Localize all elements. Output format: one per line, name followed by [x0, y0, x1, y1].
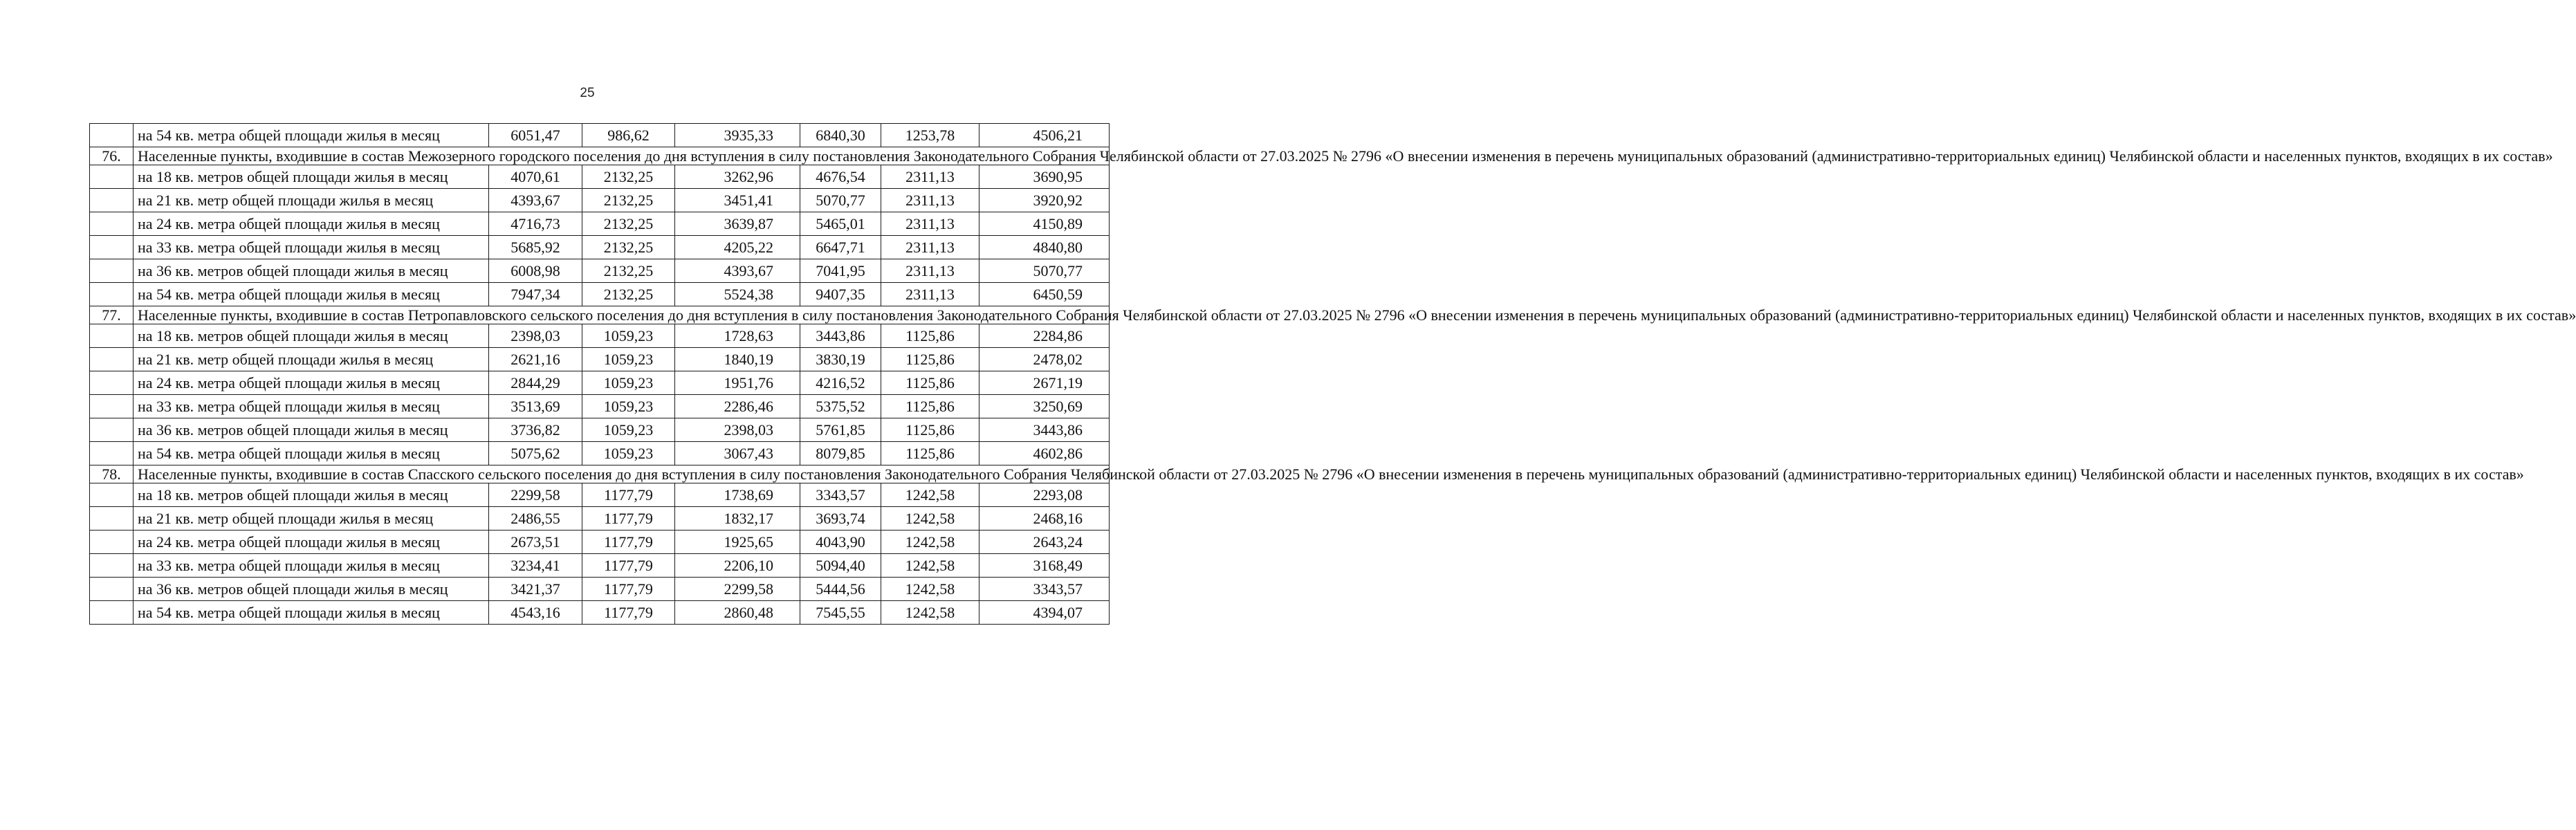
value-cell: 4393,67: [489, 189, 582, 212]
index-cell: [90, 483, 134, 507]
value-cell: 2132,25: [582, 236, 675, 259]
value-cell: 2844,29: [489, 371, 582, 395]
value-cell: 1059,23: [582, 348, 675, 371]
section-index: 77.: [90, 306, 134, 324]
value-cell: 6840,30: [800, 124, 881, 147]
value-cell: 2299,58: [675, 578, 800, 601]
value-cell: 3067,43: [675, 442, 800, 465]
index-cell: [90, 418, 134, 442]
value-cell: 6008,98: [489, 259, 582, 283]
index-cell: [90, 283, 134, 306]
section-header-row: [90, 306, 1110, 324]
value-cell: 1177,79: [582, 531, 675, 554]
value-cell: 2132,25: [582, 212, 675, 236]
value-cell: 3262,96: [675, 165, 800, 189]
value-cell: 2671,19: [979, 371, 1110, 395]
value-cell: 5070,77: [800, 189, 881, 212]
table-body: [90, 124, 2576, 625]
page-number: 25: [580, 86, 595, 100]
value-cell: 3443,86: [800, 324, 881, 348]
value-cell: 2311,13: [881, 212, 979, 236]
value-cell: 5075,62: [489, 442, 582, 465]
value-cell: 1059,23: [582, 371, 675, 395]
value-cell: 2468,16: [979, 507, 1110, 531]
value-cell: 2311,13: [881, 165, 979, 189]
value-cell: 2860,48: [675, 601, 800, 625]
value-cell: 1125,86: [881, 418, 979, 442]
index-cell: [90, 578, 134, 601]
row-label: на 21 кв. метр общей площади жилья в месяц: [134, 189, 489, 212]
row-label: на 36 кв. метров общей площади жилья в месяц: [134, 418, 489, 442]
value-cell: 4150,89: [979, 212, 1110, 236]
index-cell: [90, 507, 134, 531]
index-cell: [90, 236, 134, 259]
value-cell: 5375,52: [800, 395, 881, 418]
row-label: на 18 кв. метров общей площади жилья в месяц: [134, 165, 489, 189]
value-cell: 3234,41: [489, 554, 582, 578]
index-cell: [90, 212, 134, 236]
value-cell: 4393,67: [675, 259, 800, 283]
index-cell: [90, 189, 134, 212]
value-cell: 1242,58: [881, 531, 979, 554]
value-cell: 2478,02: [979, 348, 1110, 371]
value-cell: 1125,86: [881, 442, 979, 465]
value-cell: 4394,07: [979, 601, 1110, 625]
row-label: на 24 кв. метра общей площади жилья в месяц: [134, 531, 489, 554]
section-header-row: [90, 465, 1110, 483]
value-cell: 3690,95: [979, 165, 1110, 189]
index-cell: [90, 348, 134, 371]
table-row: [90, 531, 1110, 554]
value-cell: 4676,54: [800, 165, 881, 189]
row-label: на 54 кв. метра общей площади жилья в месяц: [134, 283, 489, 306]
value-cell: 1253,78: [881, 124, 979, 147]
row-label: на 33 кв. метра общей площади жилья в месяц: [134, 554, 489, 578]
value-cell: 1125,86: [881, 371, 979, 395]
value-cell: 1177,79: [582, 578, 675, 601]
index-cell: [90, 371, 134, 395]
value-cell: 2284,86: [979, 324, 1110, 348]
tariff-table: [89, 123, 2576, 625]
table-row: [90, 236, 1110, 259]
row-label: на 54 кв. метра общей площади жилья в месяц: [134, 442, 489, 465]
section-index: 76.: [90, 147, 134, 165]
value-cell: 1951,76: [675, 371, 800, 395]
value-cell: 1125,86: [881, 395, 979, 418]
value-cell: 1059,23: [582, 324, 675, 348]
table-row: [90, 554, 1110, 578]
value-cell: 4716,73: [489, 212, 582, 236]
index-cell: [90, 324, 134, 348]
value-cell: 5094,40: [800, 554, 881, 578]
row-label: на 54 кв. метра общей площади жилья в месяц: [134, 601, 489, 625]
value-cell: 3250,69: [979, 395, 1110, 418]
row-label: на 33 кв. метра общей площади жилья в месяц: [134, 395, 489, 418]
value-cell: 3421,37: [489, 578, 582, 601]
table-row: [90, 371, 1110, 395]
value-cell: 2398,03: [675, 418, 800, 442]
row-label: на 36 кв. метров общей площади жилья в месяц: [134, 259, 489, 283]
index-cell: [90, 395, 134, 418]
row-label: на 21 кв. метр общей площади жилья в месяц: [134, 507, 489, 531]
value-cell: 1242,58: [881, 578, 979, 601]
row-label: на 24 кв. метра общей площади жилья в месяц: [134, 371, 489, 395]
row-label: на 18 кв. метров общей площади жилья в месяц: [134, 324, 489, 348]
table-row: [90, 418, 1110, 442]
value-cell: 4602,86: [979, 442, 1110, 465]
value-cell: 2132,25: [582, 189, 675, 212]
value-cell: 1242,58: [881, 507, 979, 531]
value-cell: 4070,61: [489, 165, 582, 189]
value-cell: 2673,51: [489, 531, 582, 554]
section-title: Населенные пункты, входившие в состав Межозерного городского поселения до дня вступления в силу постановления Законодательного Собрания Челябинской области от 27.03.2025 № 2796 «О внесении изменения в перечень муниципальных образований (административно-территориальных единиц) Челябинской области и населенных пунктов, входящих в их состав»: [134, 147, 1110, 165]
value-cell: 3693,74: [800, 507, 881, 531]
value-cell: 1125,86: [881, 348, 979, 371]
row-label: на 54 кв. метра общей площади жилья в месяц: [134, 124, 489, 147]
value-cell: 7947,34: [489, 283, 582, 306]
value-cell: 4543,16: [489, 601, 582, 625]
value-cell: 9407,35: [800, 283, 881, 306]
row-label: на 24 кв. метра общей площади жилья в месяц: [134, 212, 489, 236]
value-cell: 1840,19: [675, 348, 800, 371]
table-row: [90, 165, 1110, 189]
table-row: [90, 578, 1110, 601]
row-label: на 33 кв. метра общей площади жилья в месяц: [134, 236, 489, 259]
value-cell: 4043,90: [800, 531, 881, 554]
section-index: 78.: [90, 465, 134, 483]
value-cell: 1242,58: [881, 554, 979, 578]
table-row: [90, 395, 1110, 418]
value-cell: 3639,87: [675, 212, 800, 236]
index-cell: [90, 601, 134, 625]
value-cell: 2286,46: [675, 395, 800, 418]
value-cell: 2299,58: [489, 483, 582, 507]
value-cell: 2132,25: [582, 259, 675, 283]
value-cell: 1177,79: [582, 507, 675, 531]
value-cell: 7545,55: [800, 601, 881, 625]
value-cell: 2311,13: [881, 259, 979, 283]
value-cell: 2398,03: [489, 324, 582, 348]
table-row: [90, 189, 1110, 212]
value-cell: 3451,41: [675, 189, 800, 212]
value-cell: 1728,63: [675, 324, 800, 348]
value-cell: 4216,52: [800, 371, 881, 395]
table-row: [90, 259, 1110, 283]
table-row: [90, 483, 1110, 507]
value-cell: 3168,49: [979, 554, 1110, 578]
value-cell: 4205,22: [675, 236, 800, 259]
value-cell: 986,62: [582, 124, 675, 147]
value-cell: 1177,79: [582, 483, 675, 507]
value-cell: 5070,77: [979, 259, 1110, 283]
value-cell: 3513,69: [489, 395, 582, 418]
value-cell: 2311,13: [881, 189, 979, 212]
row-label: на 21 кв. метр общей площади жилья в месяц: [134, 348, 489, 371]
value-cell: 1925,65: [675, 531, 800, 554]
value-cell: 4506,21: [979, 124, 1110, 147]
value-cell: 8079,85: [800, 442, 881, 465]
section-title: Населенные пункты, входившие в состав Спасского сельского поселения до дня вступления в силу постановления Законодательного Собрания Челябинской области от 27.03.2025 № 2796 «О внесении изменения в перечень муниципальных образований (административно-территориальных единиц) Челябинской области и населенных пунктов, входящих в их состав»: [134, 465, 1110, 483]
value-cell: 1242,58: [881, 483, 979, 507]
value-cell: 2132,25: [582, 165, 675, 189]
index-cell: [90, 165, 134, 189]
value-cell: 3343,57: [800, 483, 881, 507]
index-cell: [90, 531, 134, 554]
value-cell: 2206,10: [675, 554, 800, 578]
value-cell: 5465,01: [800, 212, 881, 236]
index-cell: [90, 124, 134, 147]
value-cell: 2311,13: [881, 236, 979, 259]
section-title: Населенные пункты, входившие в состав Петропавловского сельского поселения до дня вступления в силу постановления Законодательного Собрания Челябинской области от 27.03.2025 № 2796 «О внесении изменения в перечень муниципальных образований (административно-территориальных единиц) Челябинской области и населенных пунктов, входящих в их состав»: [134, 306, 1110, 324]
value-cell: 2643,24: [979, 531, 1110, 554]
table-row: [90, 601, 1110, 625]
value-cell: 4840,80: [979, 236, 1110, 259]
lead-row: [90, 124, 1110, 147]
value-cell: 3736,82: [489, 418, 582, 442]
value-cell: 2621,16: [489, 348, 582, 371]
value-cell: 6051,47: [489, 124, 582, 147]
value-cell: 6647,71: [800, 236, 881, 259]
value-cell: 5761,85: [800, 418, 881, 442]
value-cell: 2486,55: [489, 507, 582, 531]
index-cell: [90, 442, 134, 465]
value-cell: 1177,79: [582, 601, 675, 625]
value-cell: 1125,86: [881, 324, 979, 348]
table-row: [90, 507, 1110, 531]
value-cell: 1177,79: [582, 554, 675, 578]
table-row: [90, 283, 1110, 306]
row-label: на 36 кв. метров общей площади жилья в месяц: [134, 578, 489, 601]
value-cell: 1059,23: [582, 418, 675, 442]
value-cell: 5444,56: [800, 578, 881, 601]
value-cell: 2311,13: [881, 283, 979, 306]
table-row: [90, 212, 1110, 236]
index-cell: [90, 554, 134, 578]
value-cell: 5524,38: [675, 283, 800, 306]
value-cell: 3443,86: [979, 418, 1110, 442]
value-cell: 1832,17: [675, 507, 800, 531]
value-cell: 3920,92: [979, 189, 1110, 212]
table-row: [90, 348, 1110, 371]
value-cell: 1242,58: [881, 601, 979, 625]
row-label: на 18 кв. метров общей площади жилья в месяц: [134, 483, 489, 507]
value-cell: 5685,92: [489, 236, 582, 259]
value-cell: 2293,08: [979, 483, 1110, 507]
value-cell: 2132,25: [582, 283, 675, 306]
table-row: [90, 442, 1110, 465]
section-header-row: [90, 147, 1110, 165]
value-cell: 1059,23: [582, 442, 675, 465]
value-cell: 3830,19: [800, 348, 881, 371]
value-cell: 3343,57: [979, 578, 1110, 601]
value-cell: 6450,59: [979, 283, 1110, 306]
value-cell: 7041,95: [800, 259, 881, 283]
index-cell: [90, 259, 134, 283]
value-cell: 1059,23: [582, 395, 675, 418]
value-cell: 3935,33: [675, 124, 800, 147]
table-row: [90, 324, 1110, 348]
value-cell: 1738,69: [675, 483, 800, 507]
